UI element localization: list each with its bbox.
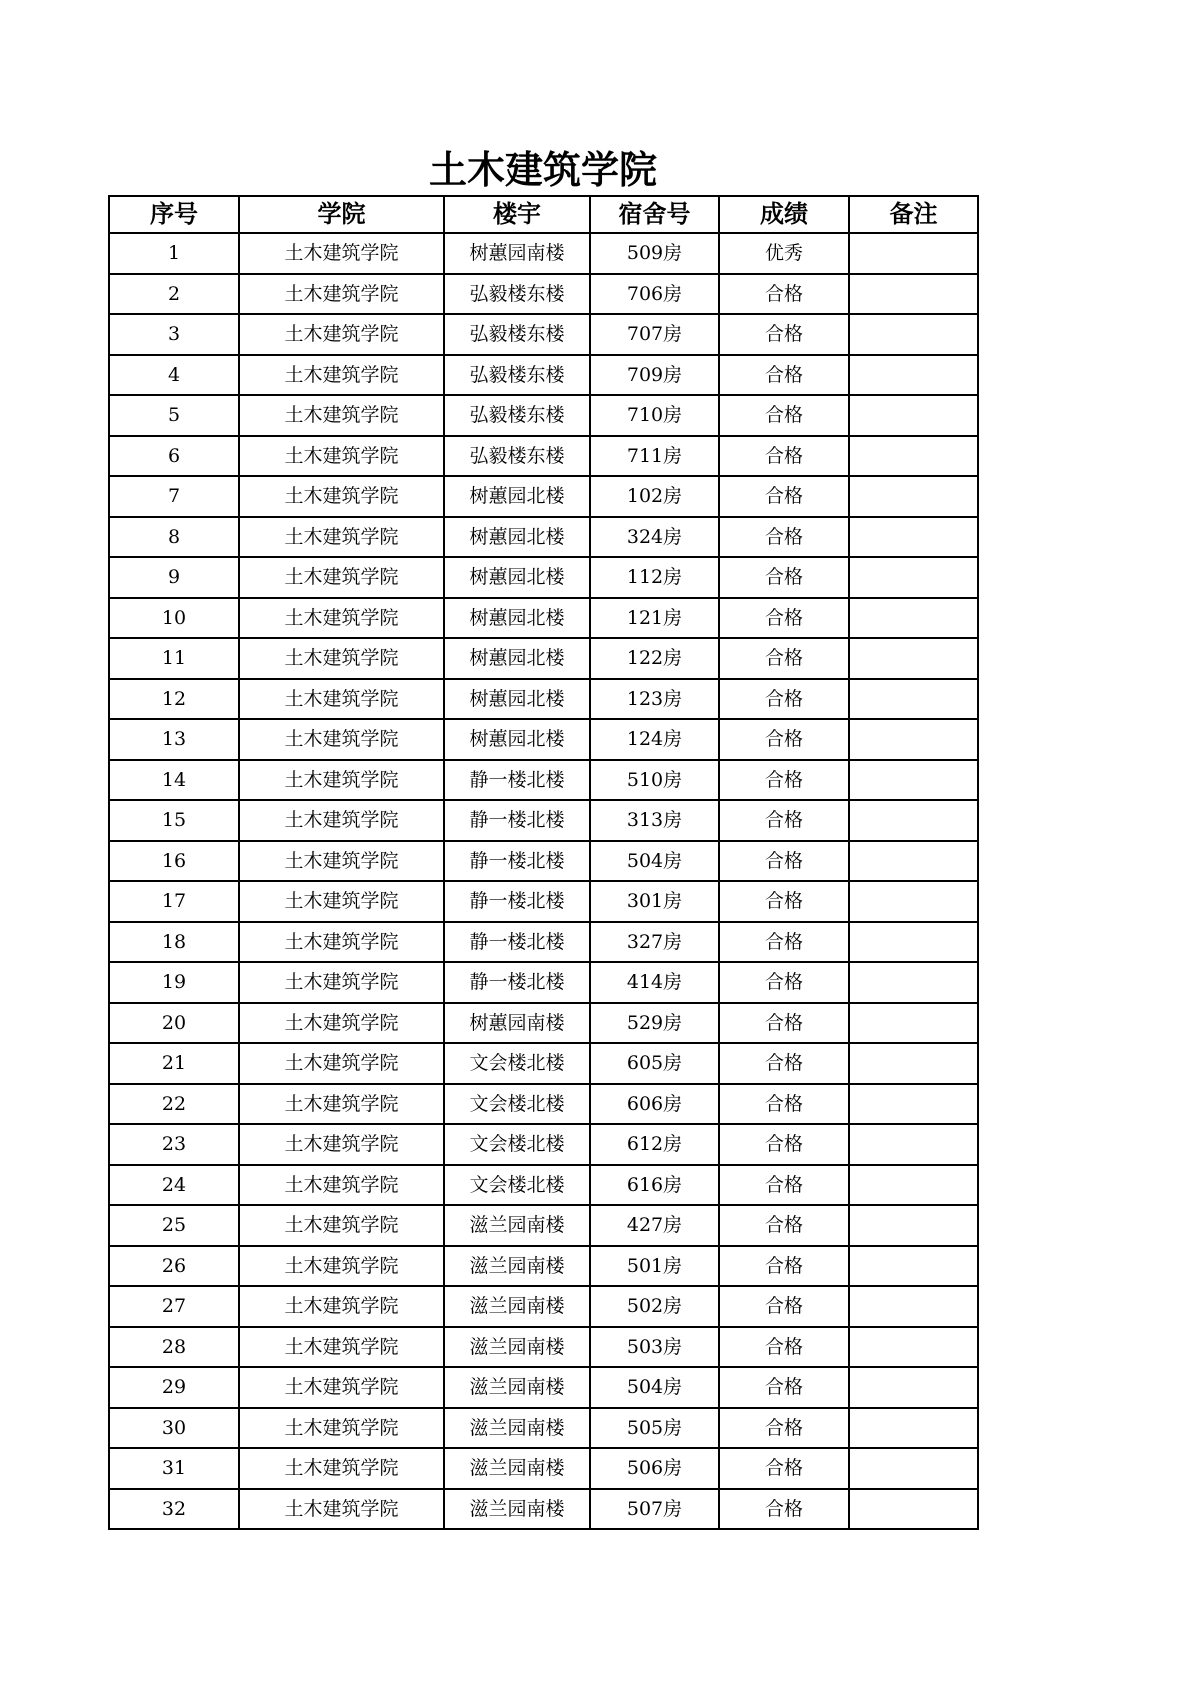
header-grade: 成绩 xyxy=(719,196,849,233)
cell-room: 707房 xyxy=(590,314,719,355)
table-row xyxy=(109,922,978,963)
cell-building: 滋兰园南楼 xyxy=(444,1367,590,1408)
cell-college: 土木建筑学院 xyxy=(239,517,444,558)
cell-remarks xyxy=(849,598,978,639)
cell-college: 土木建筑学院 xyxy=(239,760,444,801)
cell-grade: 合格 xyxy=(719,962,849,1003)
cell-index: 3 xyxy=(109,314,239,355)
cell-remarks xyxy=(849,1205,978,1246)
cell-room: 327房 xyxy=(590,922,719,963)
cell-room: 501房 xyxy=(590,1246,719,1287)
cell-room: 616房 xyxy=(590,1165,719,1206)
table-row xyxy=(109,1286,978,1327)
cell-remarks xyxy=(849,1327,978,1368)
table-row xyxy=(109,233,978,274)
cell-building: 静一楼北楼 xyxy=(444,841,590,882)
table-row xyxy=(109,1124,978,1165)
table-row xyxy=(109,395,978,436)
cell-index: 21 xyxy=(109,1043,239,1084)
table-row xyxy=(109,517,978,558)
cell-remarks xyxy=(849,1003,978,1044)
table-row xyxy=(109,1003,978,1044)
table-row xyxy=(109,1489,978,1530)
cell-index: 1 xyxy=(109,233,239,274)
cell-college: 土木建筑学院 xyxy=(239,922,444,963)
cell-building: 静一楼北楼 xyxy=(444,800,590,841)
cell-index: 31 xyxy=(109,1448,239,1489)
cell-index: 12 xyxy=(109,679,239,720)
table-body xyxy=(109,233,978,1529)
cell-room: 502房 xyxy=(590,1286,719,1327)
cell-index: 15 xyxy=(109,800,239,841)
table-row xyxy=(109,881,978,922)
cell-college: 土木建筑学院 xyxy=(239,881,444,922)
cell-grade: 合格 xyxy=(719,1165,849,1206)
cell-index: 14 xyxy=(109,760,239,801)
cell-index: 29 xyxy=(109,1367,239,1408)
cell-building: 弘毅楼东楼 xyxy=(444,355,590,396)
cell-room: 427房 xyxy=(590,1205,719,1246)
table-row xyxy=(109,598,978,639)
cell-grade: 合格 xyxy=(719,1408,849,1449)
cell-college: 土木建筑学院 xyxy=(239,355,444,396)
cell-index: 19 xyxy=(109,962,239,1003)
cell-remarks xyxy=(849,274,978,315)
table-row xyxy=(109,1165,978,1206)
cell-college: 土木建筑学院 xyxy=(239,719,444,760)
cell-index: 18 xyxy=(109,922,239,963)
cell-remarks xyxy=(849,395,978,436)
cell-grade: 合格 xyxy=(719,355,849,396)
cell-grade: 合格 xyxy=(719,679,849,720)
cell-remarks xyxy=(849,1448,978,1489)
cell-remarks xyxy=(849,557,978,598)
cell-index: 26 xyxy=(109,1246,239,1287)
cell-building: 文会楼北楼 xyxy=(444,1084,590,1125)
cell-room: 122房 xyxy=(590,638,719,679)
cell-room: 504房 xyxy=(590,841,719,882)
table-row xyxy=(109,1246,978,1287)
cell-remarks xyxy=(849,800,978,841)
cell-index: 23 xyxy=(109,1124,239,1165)
cell-index: 7 xyxy=(109,476,239,517)
cell-room: 709房 xyxy=(590,355,719,396)
cell-college: 土木建筑学院 xyxy=(239,557,444,598)
cell-college: 土木建筑学院 xyxy=(239,962,444,1003)
cell-building: 滋兰园南楼 xyxy=(444,1246,590,1287)
cell-remarks xyxy=(849,922,978,963)
dormitory-table xyxy=(108,195,979,1530)
cell-college: 土木建筑学院 xyxy=(239,1084,444,1125)
cell-grade: 优秀 xyxy=(719,233,849,274)
table-row xyxy=(109,314,978,355)
cell-college: 土木建筑学院 xyxy=(239,1286,444,1327)
table-row xyxy=(109,638,978,679)
cell-grade: 合格 xyxy=(719,517,849,558)
cell-index: 2 xyxy=(109,274,239,315)
cell-college: 土木建筑学院 xyxy=(239,436,444,477)
cell-remarks xyxy=(849,719,978,760)
table-row xyxy=(109,557,978,598)
cell-index: 27 xyxy=(109,1286,239,1327)
cell-building: 树蕙园北楼 xyxy=(444,517,590,558)
cell-building: 滋兰园南楼 xyxy=(444,1489,590,1530)
cell-room: 509房 xyxy=(590,233,719,274)
header-college: 学院 xyxy=(239,196,444,233)
cell-college: 土木建筑学院 xyxy=(239,1448,444,1489)
cell-college: 土木建筑学院 xyxy=(239,274,444,315)
cell-index: 9 xyxy=(109,557,239,598)
cell-building: 文会楼北楼 xyxy=(444,1043,590,1084)
cell-remarks xyxy=(849,1489,978,1530)
cell-room: 507房 xyxy=(590,1489,719,1530)
cell-college: 土木建筑学院 xyxy=(239,1165,444,1206)
header-building: 楼宇 xyxy=(444,196,590,233)
cell-college: 土木建筑学院 xyxy=(239,314,444,355)
cell-building: 静一楼北楼 xyxy=(444,962,590,1003)
table-row xyxy=(109,355,978,396)
cell-index: 28 xyxy=(109,1327,239,1368)
cell-building: 树蕙园南楼 xyxy=(444,1003,590,1044)
cell-grade: 合格 xyxy=(719,436,849,477)
cell-room: 612房 xyxy=(590,1124,719,1165)
cell-grade: 合格 xyxy=(719,1448,849,1489)
cell-room: 510房 xyxy=(590,760,719,801)
cell-college: 土木建筑学院 xyxy=(239,800,444,841)
cell-grade: 合格 xyxy=(719,1084,849,1125)
cell-building: 静一楼北楼 xyxy=(444,922,590,963)
cell-grade: 合格 xyxy=(719,800,849,841)
table-row xyxy=(109,1367,978,1408)
cell-room: 710房 xyxy=(590,395,719,436)
cell-remarks xyxy=(849,1286,978,1327)
cell-index: 6 xyxy=(109,436,239,477)
cell-remarks xyxy=(849,1246,978,1287)
cell-grade: 合格 xyxy=(719,274,849,315)
cell-grade: 合格 xyxy=(719,1367,849,1408)
cell-building: 树蕙园北楼 xyxy=(444,476,590,517)
cell-building: 文会楼北楼 xyxy=(444,1124,590,1165)
cell-building: 树蕙园北楼 xyxy=(444,719,590,760)
cell-grade: 合格 xyxy=(719,922,849,963)
table-row xyxy=(109,841,978,882)
cell-remarks xyxy=(849,1165,978,1206)
cell-building: 滋兰园南楼 xyxy=(444,1408,590,1449)
table-row xyxy=(109,1408,978,1449)
cell-college: 土木建筑学院 xyxy=(239,476,444,517)
cell-grade: 合格 xyxy=(719,395,849,436)
cell-remarks xyxy=(849,1367,978,1408)
cell-college: 土木建筑学院 xyxy=(239,679,444,720)
cell-index: 20 xyxy=(109,1003,239,1044)
cell-remarks xyxy=(849,841,978,882)
cell-room: 605房 xyxy=(590,1043,719,1084)
cell-college: 土木建筑学院 xyxy=(239,1408,444,1449)
cell-grade: 合格 xyxy=(719,1205,849,1246)
table-row xyxy=(109,1205,978,1246)
cell-building: 滋兰园南楼 xyxy=(444,1286,590,1327)
cell-college: 土木建筑学院 xyxy=(239,598,444,639)
cell-index: 17 xyxy=(109,881,239,922)
cell-building: 弘毅楼东楼 xyxy=(444,395,590,436)
cell-grade: 合格 xyxy=(719,719,849,760)
cell-grade: 合格 xyxy=(719,1489,849,1530)
cell-grade: 合格 xyxy=(719,1327,849,1368)
cell-room: 503房 xyxy=(590,1327,719,1368)
cell-college: 土木建筑学院 xyxy=(239,638,444,679)
cell-college: 土木建筑学院 xyxy=(239,1003,444,1044)
cell-remarks xyxy=(849,476,978,517)
cell-remarks xyxy=(849,233,978,274)
cell-building: 文会楼北楼 xyxy=(444,1165,590,1206)
cell-room: 414房 xyxy=(590,962,719,1003)
cell-index: 13 xyxy=(109,719,239,760)
header-room: 宿舍号 xyxy=(590,196,719,233)
cell-room: 529房 xyxy=(590,1003,719,1044)
cell-remarks xyxy=(849,1408,978,1449)
cell-index: 24 xyxy=(109,1165,239,1206)
cell-room: 505房 xyxy=(590,1408,719,1449)
cell-building: 滋兰园南楼 xyxy=(444,1327,590,1368)
cell-building: 静一楼北楼 xyxy=(444,760,590,801)
table-row xyxy=(109,800,978,841)
cell-index: 11 xyxy=(109,638,239,679)
cell-room: 606房 xyxy=(590,1084,719,1125)
cell-room: 102房 xyxy=(590,476,719,517)
cell-college: 土木建筑学院 xyxy=(239,1489,444,1530)
cell-grade: 合格 xyxy=(719,638,849,679)
cell-grade: 合格 xyxy=(719,314,849,355)
cell-remarks xyxy=(849,760,978,801)
table-row xyxy=(109,1084,978,1125)
cell-remarks xyxy=(849,638,978,679)
cell-index: 25 xyxy=(109,1205,239,1246)
cell-college: 土木建筑学院 xyxy=(239,395,444,436)
cell-grade: 合格 xyxy=(719,760,849,801)
table-row xyxy=(109,719,978,760)
table-row xyxy=(109,1327,978,1368)
cell-room: 506房 xyxy=(590,1448,719,1489)
cell-building: 弘毅楼东楼 xyxy=(444,314,590,355)
table-row xyxy=(109,1043,978,1084)
cell-remarks xyxy=(849,314,978,355)
cell-building: 静一楼北楼 xyxy=(444,881,590,922)
cell-college: 土木建筑学院 xyxy=(239,1124,444,1165)
cell-grade: 合格 xyxy=(719,598,849,639)
cell-room: 301房 xyxy=(590,881,719,922)
cell-building: 树蕙园北楼 xyxy=(444,598,590,639)
cell-grade: 合格 xyxy=(719,1003,849,1044)
table-row xyxy=(109,274,978,315)
cell-building: 弘毅楼东楼 xyxy=(444,274,590,315)
table-row xyxy=(109,760,978,801)
cell-room: 313房 xyxy=(590,800,719,841)
cell-remarks xyxy=(849,962,978,1003)
cell-building: 树蕙园南楼 xyxy=(444,233,590,274)
cell-grade: 合格 xyxy=(719,557,849,598)
cell-remarks xyxy=(849,436,978,477)
cell-index: 16 xyxy=(109,841,239,882)
cell-building: 树蕙园北楼 xyxy=(444,679,590,720)
cell-index: 8 xyxy=(109,517,239,558)
cell-building: 树蕙园北楼 xyxy=(444,557,590,598)
cell-grade: 合格 xyxy=(719,476,849,517)
table-row xyxy=(109,436,978,477)
cell-building: 滋兰园南楼 xyxy=(444,1448,590,1489)
cell-college: 土木建筑学院 xyxy=(239,1043,444,1084)
table-row xyxy=(109,962,978,1003)
cell-remarks xyxy=(849,679,978,720)
cell-index: 4 xyxy=(109,355,239,396)
cell-remarks xyxy=(849,1043,978,1084)
cell-grade: 合格 xyxy=(719,841,849,882)
cell-remarks xyxy=(849,1124,978,1165)
cell-remarks xyxy=(849,881,978,922)
cell-building: 树蕙园北楼 xyxy=(444,638,590,679)
cell-college: 土木建筑学院 xyxy=(239,1367,444,1408)
cell-index: 10 xyxy=(109,598,239,639)
cell-room: 112房 xyxy=(590,557,719,598)
cell-room: 121房 xyxy=(590,598,719,639)
cell-college: 土木建筑学院 xyxy=(239,1246,444,1287)
table-header-row xyxy=(109,196,978,233)
cell-remarks xyxy=(849,517,978,558)
table-row xyxy=(109,1448,978,1489)
cell-grade: 合格 xyxy=(719,1286,849,1327)
cell-index: 32 xyxy=(109,1489,239,1530)
header-index: 序号 xyxy=(109,196,239,233)
cell-building: 弘毅楼东楼 xyxy=(444,436,590,477)
table-row xyxy=(109,679,978,720)
cell-room: 324房 xyxy=(590,517,719,558)
cell-room: 123房 xyxy=(590,679,719,720)
cell-index: 5 xyxy=(109,395,239,436)
cell-index: 30 xyxy=(109,1408,239,1449)
cell-remarks xyxy=(849,355,978,396)
cell-grade: 合格 xyxy=(719,881,849,922)
cell-room: 706房 xyxy=(590,274,719,315)
cell-grade: 合格 xyxy=(719,1246,849,1287)
cell-index: 22 xyxy=(109,1084,239,1125)
cell-college: 土木建筑学院 xyxy=(239,233,444,274)
cell-college: 土木建筑学院 xyxy=(239,1327,444,1368)
cell-room: 711房 xyxy=(590,436,719,477)
cell-room: 504房 xyxy=(590,1367,719,1408)
cell-remarks xyxy=(849,1084,978,1125)
cell-college: 土木建筑学院 xyxy=(239,841,444,882)
cell-room: 124房 xyxy=(590,719,719,760)
page-title: 土木建筑学院 xyxy=(428,148,657,192)
cell-grade: 合格 xyxy=(719,1124,849,1165)
cell-building: 滋兰园南楼 xyxy=(444,1205,590,1246)
cell-college: 土木建筑学院 xyxy=(239,1205,444,1246)
cell-grade: 合格 xyxy=(719,1043,849,1084)
header-remarks: 备注 xyxy=(849,196,978,233)
table-row xyxy=(109,476,978,517)
